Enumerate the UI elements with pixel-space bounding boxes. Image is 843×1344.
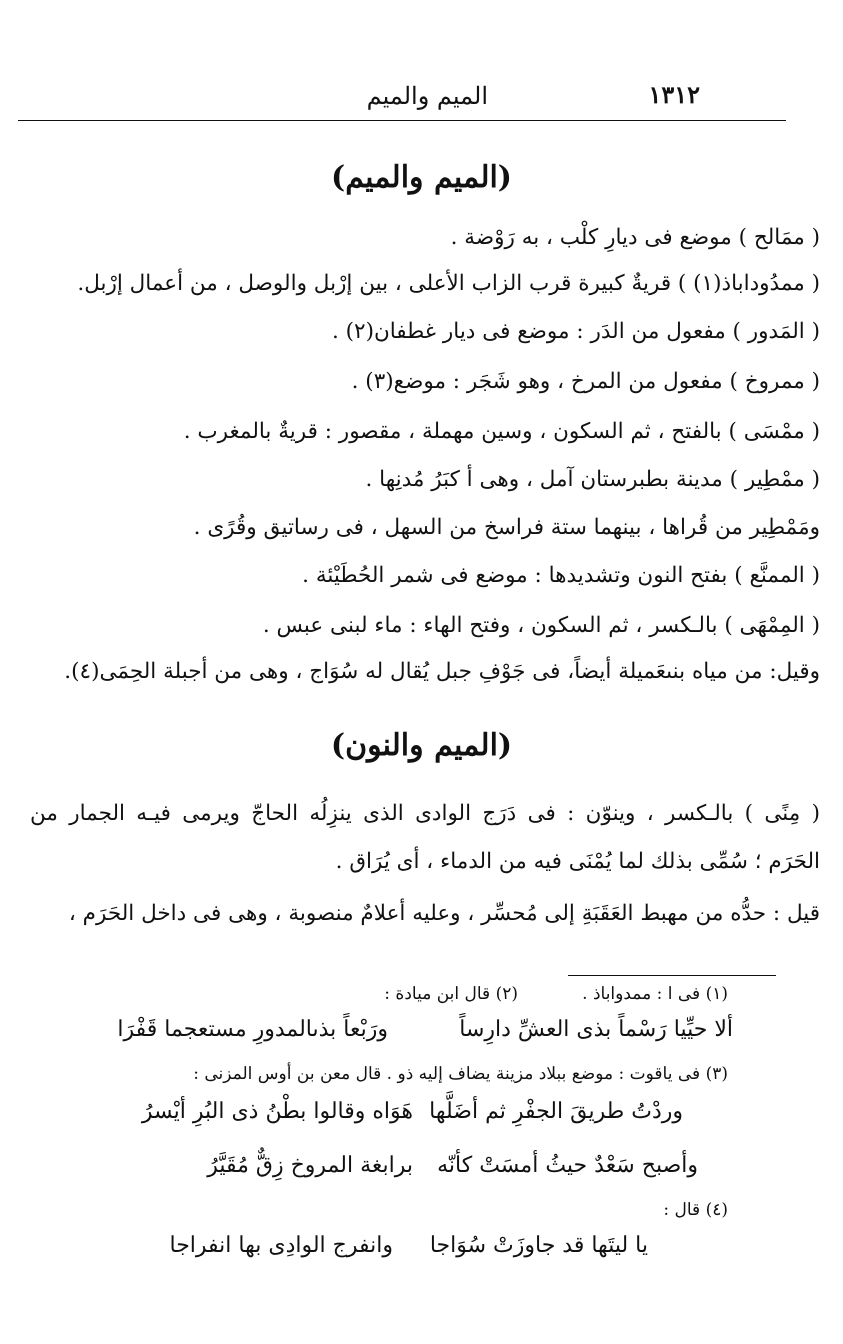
entry-line: ( الممنَّع ) بفتح النون وتشديدها : موضع فى شمر الحُطَيْئة . xyxy=(302,563,820,588)
header-rule xyxy=(18,120,786,121)
footnote-3: (٣) فى ياقوت : موضع ببلاد مزينة يضاف إليه ذو . قال معن بن أوس المزنى : xyxy=(193,1064,728,1084)
footnote-rule xyxy=(568,975,776,976)
entry-line: الحَرَم ؛ سُمِّى بذلك لما يُمْنَى فيه من الدماء ، أى يُرَاق . xyxy=(335,849,820,874)
verse-hemistich: ألا حيِّيا رَسْماً بذى العشِّ دارِساً xyxy=(459,1017,733,1042)
entry-line: وقيل: من مياه بنىعَميلة أيضاً، فى جَوْفِ جبل يُقال له سُوَاج ، وهى من أجبلة الحِمَى(٤). xyxy=(64,659,820,684)
entry-line: ( المِمْهَى ) بالـكسر ، ثم السكون ، وفتح الهاء : ماء لبنى عبس . xyxy=(262,613,820,638)
entry-line: ( ممْسَى ) بالفتح ، ثم السكون ، وسين مهملة ، مقصور : قريةٌ بالمغرب . xyxy=(183,419,820,444)
entry-line: ( ممْطِير ) مدينة بطبرستان آمل ، وهى أ كبَرُ مُدنِها . xyxy=(365,467,820,492)
footnote-4: (٤) قال : xyxy=(663,1200,728,1220)
entry-line: ( ممدُوداباذ(١) ) قريةٌ كبيرة قرب الزاب الأعلى ، بين إرْبل والوصل ، من أعمال إرْبل. xyxy=(77,271,820,296)
verse-hemistich: وأصبح سَعْدٌ حيثُ أمسَتْ كأنّه xyxy=(437,1153,698,1178)
verse-hemistich: ورَبْعاً بذىالمدورِ مستعجما قَفْرَا xyxy=(117,1017,388,1042)
verse-hemistich: وردْتُ طريقَ الجفْرِ ثم أضَلَّها xyxy=(429,1099,683,1124)
page-number: ١٣١٢ xyxy=(648,80,700,109)
entry-line: ( ممَالح ) موضع فى ديارِ كلْب ، به رَوْضة . xyxy=(450,225,820,250)
footnote-2: (٢) قال ابن ميادة : xyxy=(384,984,518,1004)
entry-line: ( ممروخ ) مفعول من المرخ ، وهو شَجَر : موضع(٣) . xyxy=(351,369,820,394)
section-heading-mim-mim: (الميم والميم) xyxy=(331,160,512,195)
entry-line: ( مِنًى ) بالـكسر ، وينوّن : فى دَرَج الوادى الذى ينزِلُه الحاجّ ويرمى فيـه الجمار من xyxy=(30,801,820,826)
verse-hemistich: هَوَاه وقالوا بطْنُ ذى البُرِ أيْسرُ xyxy=(141,1099,413,1124)
entry-line: قيل : حدُّه من مهبط العَقَبَةِ إلى مُحسِّر ، وعليه أعلامٌ منصوبة ، وهى فى داخل الحَرَم ، xyxy=(68,901,820,926)
verse-hemistich: برابغة المروخ زِقٌّ مُقَيَّرُ xyxy=(207,1153,413,1178)
footnote-1: (١) فى ا : ممدواباذ . xyxy=(582,984,728,1004)
entry-line: ومَمْطِير من قُراها ، بينهما ستة فراسخ من السهل ، فى رساتيق وقُرًى . xyxy=(193,515,820,540)
running-title: الميم والميم xyxy=(366,82,488,110)
running-head xyxy=(18,78,788,118)
section-heading-mim-nun: (الميم والنون) xyxy=(330,728,513,763)
entry-line: ( المَدور ) مفعول من الدَر : موضع فى ديار غطفان(٢) . xyxy=(331,319,820,344)
verse-hemistich: وانفرج الوادِى بها انفراجا xyxy=(169,1233,393,1258)
verse-hemistich: يا ليتَها قد جاوزَتْ سُوَاجا xyxy=(429,1233,648,1258)
